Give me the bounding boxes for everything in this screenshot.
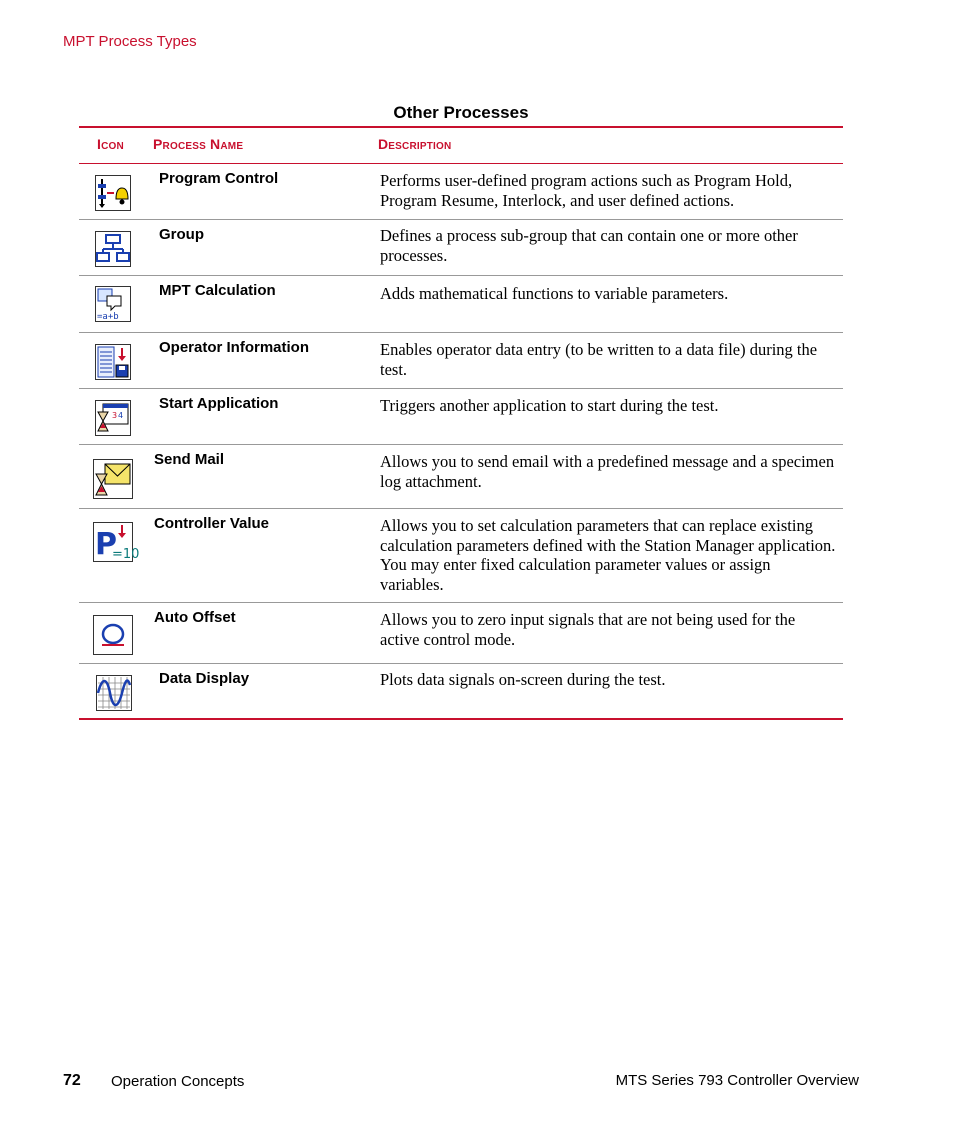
table-row bbox=[79, 333, 843, 389]
process-name: Send Mail bbox=[154, 451, 225, 468]
process-description: Defines a process sub-group that can contain one or more other processes. bbox=[380, 226, 798, 265]
process-description: Allows you to zero input signals that are not being used for the active control mode. bbox=[380, 610, 796, 649]
process-name: Group bbox=[159, 226, 204, 243]
page-number: 72 bbox=[63, 1072, 81, 1089]
running-header: MPT Process Types bbox=[63, 33, 197, 50]
auto-offset-icon bbox=[93, 615, 133, 655]
process-name: Data Display bbox=[159, 670, 250, 687]
controller-value-icon bbox=[93, 522, 140, 562]
operator-information-icon bbox=[95, 344, 131, 380]
svg-text:3: 3 bbox=[112, 411, 118, 420]
footer-doc-title: MTS Series 793 Controller Overview bbox=[615, 1072, 859, 1089]
table-row bbox=[79, 389, 843, 445]
process-description: Enables operator data entry (to be written to a data file) during the test. bbox=[380, 340, 818, 379]
column-header-icon: Icon bbox=[97, 136, 124, 152]
table-row bbox=[79, 445, 843, 509]
process-description: Allows you to set calculation parameters that can replace existing calculation parameters defined with the Station Manager application. You may enter fixed calculation parameter values or assign variables. bbox=[380, 516, 836, 594]
footer-section: Operation Concepts bbox=[111, 1073, 245, 1090]
table-row bbox=[79, 509, 843, 603]
table-row bbox=[79, 603, 843, 664]
svg-text:=10: =10 bbox=[112, 547, 140, 562]
process-name: Program Control bbox=[159, 170, 279, 187]
process-table bbox=[79, 126, 843, 720]
group-icon bbox=[95, 231, 131, 267]
process-name: MPT Calculation bbox=[159, 282, 276, 299]
svg-text:P: P bbox=[95, 527, 117, 562]
column-header-description: Description bbox=[378, 136, 452, 152]
process-description: Plots data signals on-screen during the test. bbox=[380, 670, 666, 689]
mpt-calculation-icon bbox=[95, 286, 131, 322]
process-name: Controller Value bbox=[154, 515, 270, 532]
table-row bbox=[79, 164, 843, 220]
table-row bbox=[79, 664, 843, 718]
svg-text:=a+b: =a+b bbox=[97, 312, 119, 322]
process-name: Start Application bbox=[159, 395, 279, 412]
process-description: Adds mathematical functions to variable parameters. bbox=[380, 284, 729, 303]
table-row bbox=[79, 220, 843, 276]
process-description: Triggers another application to start during the test. bbox=[380, 396, 719, 415]
start-application-icon bbox=[95, 400, 131, 436]
data-display-icon bbox=[96, 675, 132, 711]
process-description: Performs user-defined program actions such as Program Hold, Program Resume, Interlock, and user defined actions. bbox=[380, 171, 793, 210]
column-header-process-name: Process Name bbox=[153, 136, 244, 152]
process-name: Operator Information bbox=[159, 339, 310, 356]
table-row bbox=[79, 276, 843, 333]
program-control-icon bbox=[95, 175, 131, 211]
table-title: Other Processes bbox=[393, 103, 529, 122]
send-mail-icon bbox=[93, 459, 133, 499]
process-description: Allows you to send email with a predefined message and a specimen log attachment. bbox=[380, 452, 835, 491]
process-name: Auto Offset bbox=[154, 609, 236, 626]
svg-text:4: 4 bbox=[118, 411, 124, 420]
table-header-row bbox=[79, 128, 843, 164]
